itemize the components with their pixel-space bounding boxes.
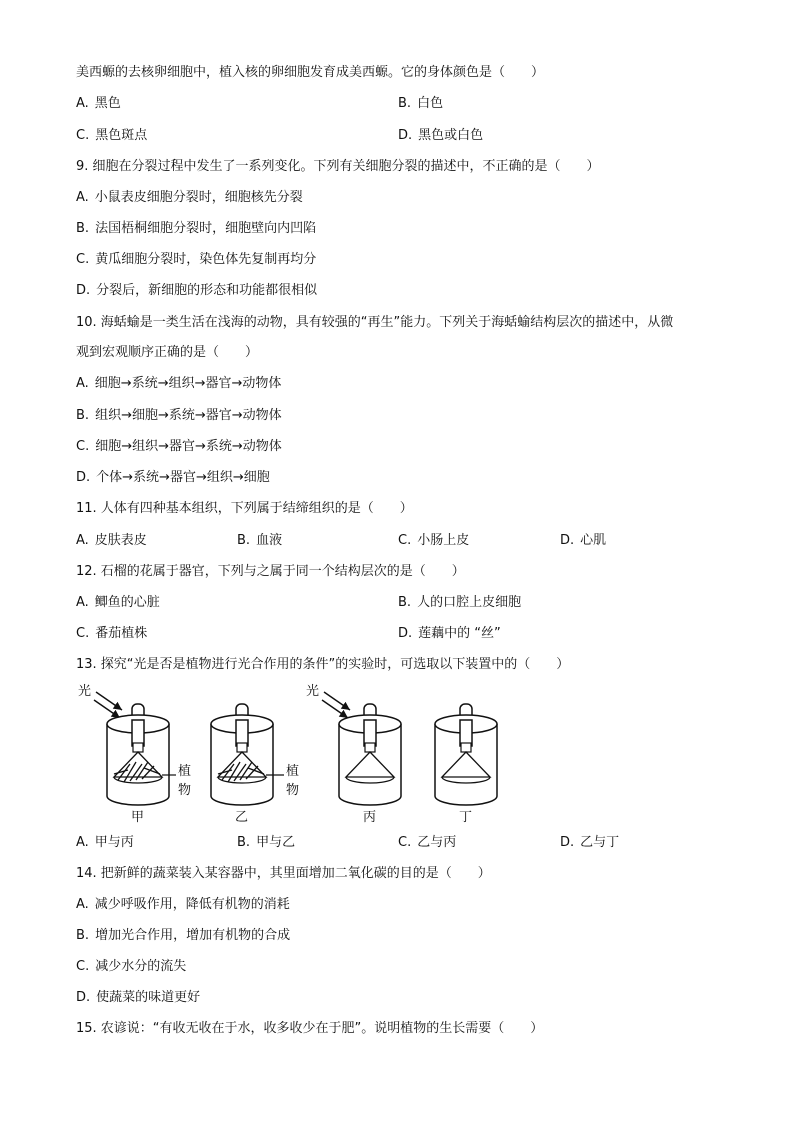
option-text: 乙与丙: [417, 835, 457, 850]
option-text: 甲与乙: [256, 835, 296, 850]
q12-option-c[interactable]: [76, 625, 147, 643]
q8-option-c[interactable]: [76, 127, 147, 145]
light-arrow: [96, 692, 122, 710]
option-letter: B.: [76, 928, 90, 943]
option-letter: B.: [76, 408, 90, 423]
option-text: 黑色: [94, 96, 121, 111]
tube: [364, 720, 376, 746]
option-text: 血液: [256, 533, 283, 548]
option-text: 黑色斑点: [95, 128, 148, 143]
q10-option-b[interactable]: [76, 407, 282, 425]
option-letter: A.: [76, 835, 89, 850]
option-text: 分裂后，新细胞的形态和功能都很相似: [96, 283, 318, 298]
question-9-stem: 9. 细胞在分裂过程中发生了一系列变化。下列有关细胞分裂的描述中，不正确的是（ ）: [76, 159, 600, 174]
q10-option-a[interactable]: [76, 375, 281, 393]
plant-label-top: 植: [178, 764, 192, 779]
apparatus-label: 乙: [235, 810, 249, 825]
option-text: 白色: [417, 96, 444, 111]
option-letter: A.: [76, 376, 89, 391]
option-letter: B.: [398, 595, 412, 610]
q13-apparatus-figure: [74, 680, 634, 828]
option-text: 鲫鱼的心脏: [94, 595, 160, 610]
apparatus-bing: [306, 683, 401, 825]
q13-option-b[interactable]: [237, 834, 295, 852]
option-letter: C.: [76, 439, 90, 454]
option-letter: C.: [398, 533, 412, 548]
option-letter: B.: [237, 835, 251, 850]
q11-option-b[interactable]: [237, 532, 282, 550]
option-text: 减少水分的流失: [95, 959, 187, 974]
q13-option-c[interactable]: [398, 834, 456, 852]
q14-option-c[interactable]: [76, 958, 186, 976]
q14-option-d[interactable]: [76, 989, 200, 1007]
option-letter: D.: [560, 533, 575, 548]
clip: [237, 743, 247, 752]
option-letter: D.: [76, 470, 91, 485]
option-text: 个体→系统→器官→组织→细胞: [96, 470, 270, 485]
q11-option-a[interactable]: [76, 532, 147, 550]
apparatus-label: 甲: [131, 810, 145, 825]
q12-option-d[interactable]: [398, 625, 501, 643]
option-text: 甲与丙: [94, 835, 134, 850]
q12-option-a[interactable]: [76, 594, 160, 612]
option-text: 增加光合作用，增加有机物的合成: [95, 928, 291, 943]
apparatus-label: 丙: [363, 810, 377, 825]
option-letter: B.: [76, 221, 90, 236]
clip: [365, 743, 375, 752]
option-letter: A.: [76, 190, 89, 205]
q9-option-c[interactable]: [76, 251, 316, 269]
option-letter: D.: [76, 990, 91, 1005]
plant-label-top: 植: [286, 764, 300, 779]
option-text: 细胞→系统→组织→器官→动物体: [94, 376, 282, 391]
question-10-stem-line-1: 10. 海蛞蝓是一类生活在浅海的动物，具有较强的“再生”能力。下列关于海蛞蝓结构层次的描述中，从微: [76, 315, 674, 330]
q9-option-b[interactable]: [76, 220, 316, 238]
apparatus-label: 丁: [459, 810, 473, 825]
tube: [460, 720, 472, 746]
apparatus-yi: [211, 704, 299, 825]
option-letter: D.: [76, 283, 91, 298]
option-text: 小肠上皮: [417, 533, 470, 548]
q11-option-c[interactable]: [398, 532, 469, 550]
light-arrow: [94, 700, 120, 718]
option-letter: C.: [398, 835, 412, 850]
apparatus-diagram: [74, 680, 634, 828]
question-10-stem-line-2: 观到宏观顺序正确的是（ ）: [76, 345, 259, 360]
option-text: 减少呼吸作用，降低有机物的消耗: [94, 897, 290, 912]
light-arrow: [322, 700, 348, 718]
option-letter: A.: [76, 533, 89, 548]
option-text: 人的口腔上皮细胞: [417, 595, 522, 610]
option-text: 乙与丁: [580, 835, 620, 850]
question-13-stem: 13. 探究“光是否是植物进行光合作用的条件”的实验时，可选取以下装置中的（ ）: [76, 657, 570, 672]
option-text: 黄瓜细胞分裂时，染色体先复制再均分: [95, 252, 317, 267]
option-letter: B.: [398, 96, 412, 111]
q10-option-c[interactable]: [76, 438, 282, 456]
option-text: 黑色或白色: [418, 128, 484, 143]
clip: [461, 743, 471, 752]
q8-option-a[interactable]: [76, 95, 121, 113]
question-8-stem: 美西螈的去核卵细胞中，植入核的卵细胞发育成美西螈。它的身体颜色是（ ）: [76, 65, 545, 80]
option-text: 皮肤表皮: [94, 533, 147, 548]
clip: [133, 743, 143, 752]
q14-option-b[interactable]: [76, 927, 290, 945]
option-letter: C.: [76, 626, 90, 641]
option-text: 细胞→组织→器官→系统→动物体: [95, 439, 282, 454]
q9-option-d[interactable]: [76, 282, 317, 300]
q11-option-d[interactable]: [560, 532, 606, 550]
q9-option-a[interactable]: [76, 189, 303, 207]
option-letter: B.: [237, 533, 251, 548]
question-12-stem: 12. 石榴的花属于器官，下列与之属于同一个结构层次的是（ ）: [76, 564, 465, 579]
q10-option-d[interactable]: [76, 469, 270, 487]
question-15-stem: 15. 农谚说：“有收无收在于水，收多收少在于肥”。说明植物的生长需要（ ）: [76, 1021, 544, 1036]
option-text: 小鼠表皮细胞分裂时，细胞核先分裂: [94, 190, 303, 205]
light-label: 光: [306, 684, 320, 699]
apparatus-ding: [435, 704, 497, 825]
question-14-stem: 14. 把新鲜的蔬菜装入某容器中，其里面增加二氧化碳的目的是（ ）: [76, 866, 491, 881]
q8-option-d[interactable]: [398, 127, 483, 145]
tube: [236, 720, 248, 746]
light-label: 光: [78, 684, 92, 699]
option-letter: D.: [560, 835, 575, 850]
option-text: 心肌: [580, 533, 607, 548]
option-letter: D.: [398, 128, 413, 143]
light-arrow: [324, 692, 350, 710]
option-letter: A.: [76, 96, 89, 111]
option-letter: C.: [76, 959, 90, 974]
q14-option-a[interactable]: [76, 896, 290, 914]
q13-option-a[interactable]: [76, 834, 134, 852]
q8-option-b[interactable]: [398, 95, 443, 113]
option-text: 莲藕中的 “丝”: [418, 626, 501, 641]
option-text: 法国梧桐细胞分裂时，细胞壁向内凹陷: [95, 221, 317, 236]
plant-label-bottom: 物: [178, 783, 192, 798]
option-text: 组织→细胞→系统→器官→动物体: [95, 408, 282, 423]
option-text: 番茄植株: [95, 626, 148, 641]
q12-option-b[interactable]: [398, 594, 521, 612]
option-letter: C.: [76, 128, 90, 143]
question-11-stem: 11. 人体有四种基本组织，下列属于结缔组织的是（ ）: [76, 501, 413, 516]
tube: [132, 720, 144, 746]
option-letter: D.: [398, 626, 413, 641]
q13-option-d[interactable]: [560, 834, 619, 852]
option-letter: C.: [76, 252, 90, 267]
option-letter: A.: [76, 897, 89, 912]
plant-label-bottom: 物: [286, 783, 300, 798]
option-letter: A.: [76, 595, 89, 610]
apparatus-jia: [78, 683, 191, 825]
option-text: 使蔬菜的味道更好: [96, 990, 201, 1005]
